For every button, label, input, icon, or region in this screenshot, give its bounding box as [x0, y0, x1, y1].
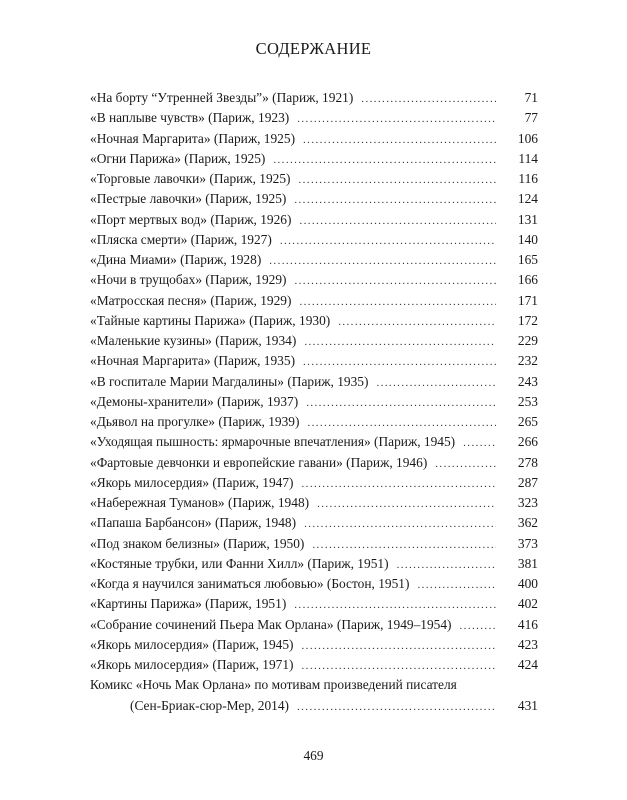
toc-entry-page: 423 — [517, 636, 538, 652]
toc-entry — [90, 149, 538, 169]
toc-entry — [90, 331, 538, 351]
dot-leader — [294, 595, 496, 615]
toc-entry-title: «Фартовые девчонки и европейские гавани» (Париж, 1946) — [90, 454, 428, 470]
dot-leader — [302, 474, 496, 494]
toc-entry-title: «В госпитале Марии Магдалины» (Париж, 1935) — [90, 373, 369, 389]
dot-leader — [295, 271, 497, 291]
toc-entry — [90, 88, 538, 108]
dot-leader — [317, 494, 496, 514]
toc-entry-title: «Уходящая пышность: ярмарочные впечатления» (Париж, 1945) — [90, 434, 456, 450]
toc-entry-page: 114 — [518, 150, 538, 166]
toc-entry-title: «Картины Парижа» (Париж, 1951) — [90, 596, 287, 612]
toc-entry-page: 229 — [517, 333, 538, 348]
toc-entry-title: «Маленькие кузины» (Париж, 1934) — [90, 333, 297, 348]
toc-entry-page: 77 — [524, 110, 538, 126]
toc-entry — [90, 493, 538, 513]
toc-entry-title: «Ночная Маргарита» (Париж, 1925) — [90, 130, 296, 146]
toc-entry — [90, 432, 538, 452]
dot-leader — [338, 312, 496, 332]
toc-entry-page: 323 — [517, 495, 538, 510]
toc-entry — [90, 291, 538, 311]
toc-entry-title: «Огни Парижа» (Париж, 1925) — [90, 150, 266, 166]
toc-entry — [90, 230, 538, 250]
dot-leader — [460, 616, 496, 636]
toc-entry-title: «Под знаком белизны» (Париж, 1950) — [90, 535, 305, 551]
dot-leader — [417, 575, 496, 595]
toc-entry-title: «Пляска смерти» (Париж, 1927) — [90, 231, 272, 247]
toc-entry-title: «Якорь милосердия» (Париж, 1947) — [90, 474, 294, 490]
toc-entry-title: «Когда я научился заниматься любовью» (Бостон, 1951) — [90, 576, 410, 591]
dot-leader — [280, 231, 496, 251]
toc-entry-page: 373 — [517, 535, 538, 551]
dot-leader — [304, 332, 496, 352]
toc-entry-title: «Дьявол на прогулке» (Париж, 1939) — [90, 414, 300, 429]
dot-leader — [312, 535, 496, 555]
toc-entry-title: «Ночи в трущобах» (Париж, 1929) — [90, 272, 287, 288]
toc-entry-page: 400 — [517, 576, 538, 591]
toc-entry — [90, 594, 538, 614]
toc-entry-page: 106 — [517, 130, 538, 146]
toc-entry-page: 116 — [518, 171, 538, 186]
toc-entry-page: 165 — [517, 252, 538, 267]
dot-leader — [306, 393, 496, 413]
toc-entry — [90, 473, 538, 493]
toc-entry-page: 232 — [517, 353, 538, 369]
toc-entry — [90, 372, 538, 392]
dot-leader — [303, 352, 496, 372]
toc-entry-title: «Костяные трубки, или Фанни Хилл» (Париж, 1951) — [90, 555, 389, 571]
toc-entry-page: 243 — [517, 373, 538, 389]
dot-leader — [397, 555, 496, 575]
page-title: СОДЕРЖАНИЕ — [255, 39, 372, 58]
dot-leader — [273, 150, 496, 170]
toc-entry — [90, 189, 538, 209]
toc-entry-page: 172 — [517, 312, 538, 328]
dot-leader — [299, 211, 496, 231]
dot-leader — [294, 190, 496, 210]
toc-entry — [90, 412, 538, 432]
toc-entry — [90, 169, 538, 189]
toc-entry-page: 71 — [524, 90, 538, 105]
toc-entry-title: «На борту “Утренней Звезды”» (Париж, 1921) — [90, 90, 354, 105]
dot-leader — [299, 292, 496, 312]
toc-entry — [90, 392, 538, 412]
toc-entry-page: 381 — [517, 555, 538, 571]
toc-entry — [90, 453, 538, 473]
dot-leader — [297, 109, 496, 129]
toc-entry — [90, 351, 538, 371]
toc-entry-title: «Тайные картины Парижа» (Париж, 1930) — [90, 312, 331, 328]
toc-entry-title: «Торговые лавочки» (Париж, 1925) — [90, 171, 291, 186]
toc-entry-title: «Якорь милосердия» (Париж, 1971) — [90, 657, 294, 672]
toc-entry-page: 278 — [517, 454, 538, 470]
dot-leader — [361, 89, 496, 109]
dot-leader — [435, 454, 496, 474]
dot-leader — [297, 697, 496, 717]
toc-entry-page: 287 — [517, 474, 538, 490]
toc-entry-title: «Матросская песня» (Париж, 1929) — [90, 292, 292, 308]
toc-entry-page: 140 — [517, 231, 538, 247]
toc-entry-page: 131 — [517, 211, 538, 227]
toc-entry — [90, 129, 538, 149]
page-number: 469 — [303, 748, 324, 763]
toc-entry-page: 171 — [517, 292, 538, 308]
toc-entry — [90, 270, 538, 290]
toc-entry-title: «Пестрые лавочки» (Париж, 1925) — [90, 191, 287, 207]
toc-entry — [90, 534, 538, 554]
dot-leader — [303, 130, 496, 150]
toc-entry-page: 166 — [517, 272, 538, 288]
toc-entry-title: «Ночная Маргарита» (Париж, 1935) — [90, 353, 296, 369]
toc-entry-page: 265 — [517, 414, 538, 429]
toc-entry-page: 253 — [517, 393, 538, 409]
toc-entry-title: «В наплыве чувств» (Париж, 1923) — [90, 110, 290, 126]
toc-entry-title: «Демоны-хранители» (Париж, 1937) — [90, 393, 299, 409]
dot-leader — [269, 251, 496, 271]
toc-entry-last-line-1: Комикс «Ночь Мак Орлана» по мотивам произведений писателя — [90, 677, 457, 693]
toc-entry-page: 362 — [517, 515, 538, 531]
toc-entry — [90, 635, 538, 655]
toc-entry — [90, 655, 538, 675]
toc-entry-title: «Якорь милосердия» (Париж, 1945) — [90, 636, 294, 652]
toc-entry-title: «Собрание сочинений Пьера Мак Орлана» (Париж, 1949–1954) — [90, 616, 452, 632]
table-of-contents — [90, 88, 538, 716]
toc-entry-page: 124 — [517, 191, 538, 207]
dot-leader — [307, 413, 496, 433]
toc-entry — [90, 574, 538, 594]
dot-leader — [302, 656, 496, 676]
toc-entry — [90, 108, 538, 128]
dot-leader — [299, 170, 497, 190]
dot-leader — [463, 433, 496, 453]
toc-entry — [90, 311, 538, 331]
toc-entry — [90, 210, 538, 230]
toc-entry — [90, 513, 538, 533]
toc-entry-page: 402 — [517, 596, 538, 612]
toc-entry-last — [90, 696, 538, 716]
toc-entry-last-line-2: (Сен-Бриак-сюр-Мер, 2014) — [130, 697, 289, 713]
toc-entry-page: 416 — [517, 616, 538, 632]
toc-entry-page: 266 — [517, 434, 538, 450]
toc-entry-title: «Дина Миами» (Париж, 1928) — [90, 252, 262, 267]
dot-leader — [304, 514, 496, 534]
toc-entry — [90, 615, 538, 635]
toc-entry — [90, 554, 538, 574]
dot-leader — [302, 636, 496, 656]
toc-entry-title: «Набережная Туманов» (Париж, 1948) — [90, 495, 310, 510]
toc-entry — [90, 250, 538, 270]
toc-entry-page: 431 — [517, 697, 538, 713]
toc-entry-page: 424 — [517, 657, 538, 672]
dot-leader — [376, 373, 496, 393]
toc-entry-title: «Порт мертвых вод» (Париж, 1926) — [90, 211, 292, 227]
toc-entry-title: «Папаша Барбансон» (Париж, 1948) — [90, 515, 297, 531]
